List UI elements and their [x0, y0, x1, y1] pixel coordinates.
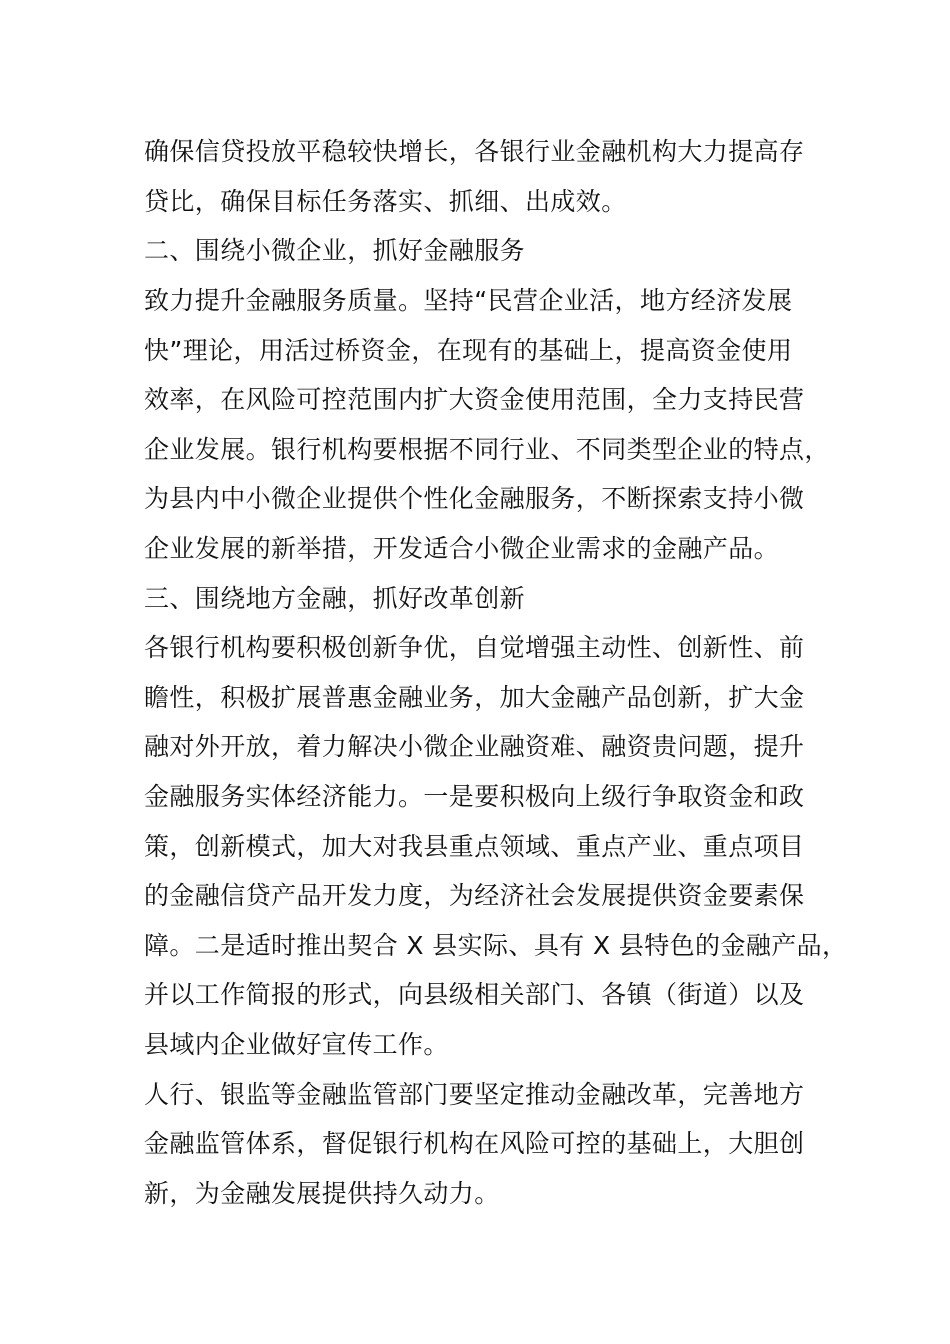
text-line: 致力提升金融服务质量。坚持“民营企业活，地方经济发展: [144, 286, 793, 315]
text-line: 并以工作简报的形式，向县级相关部门、各镇（街道）以及: [144, 980, 805, 1009]
text-line: 人行、银监等金融监管部门要坚定推动金融改革，完善地方: [144, 1080, 805, 1109]
text-line: 县域内企业做好宣传工作。: [144, 1030, 449, 1059]
text-line: 确保信贷投放平稳较快增长，各银行业金融机构大力提高存: [144, 137, 805, 166]
text-line: 为县内中小微企业提供个性化金融服务，不断探索支持小微: [144, 484, 805, 513]
text-line: 瞻性，积极扩展普惠金融业务，加大金融产品创新，扩大金: [144, 683, 805, 712]
text-line: 融对外开放，着力解决小微企业融资难、融资贵问题，提升: [144, 732, 805, 761]
text-line: 贷比，确保目标任务落实、抓细、出成效。: [144, 187, 627, 216]
text-line: 各银行机构要积极创新争优，自觉增强主动性、创新性、前: [144, 633, 805, 662]
section-heading: 三、围绕地方金融，抓好改革创新: [144, 584, 526, 613]
text-line: 策，创新模式，加大对我县重点领域、重点产业、重点项目: [144, 832, 805, 861]
text-line: 障。二是适时推出契合 X 县实际、具有 X 县特色的金融产品，: [144, 931, 848, 960]
text-line: 企业发展。银行机构要根据不同行业、不同类型企业的特点，: [144, 435, 830, 464]
text-line: 金融服务实体经济能力。一是要积极向上级行争取资金和政: [144, 782, 805, 811]
text-line: 效率，在风险可控范围内扩大资金使用范围，全力支持民营: [144, 385, 805, 414]
text-line: 金融监管体系，督促银行机构在风险可控的基础上，大胆创: [144, 1129, 805, 1158]
section-heading: 二、围绕小微企业，抓好金融服务: [144, 236, 526, 265]
text-line: 的金融信贷产品开发力度，为经济社会发展提供资金要素保: [144, 881, 805, 910]
text-line: 新，为金融发展提供持久动力。: [144, 1179, 500, 1208]
text-line: 企业发展的新举措，开发适合小微企业需求的金融产品。: [144, 534, 780, 563]
text-line: 快”理论，用活过桥资金，在现有的基础上，提高资金使用: [144, 336, 793, 365]
